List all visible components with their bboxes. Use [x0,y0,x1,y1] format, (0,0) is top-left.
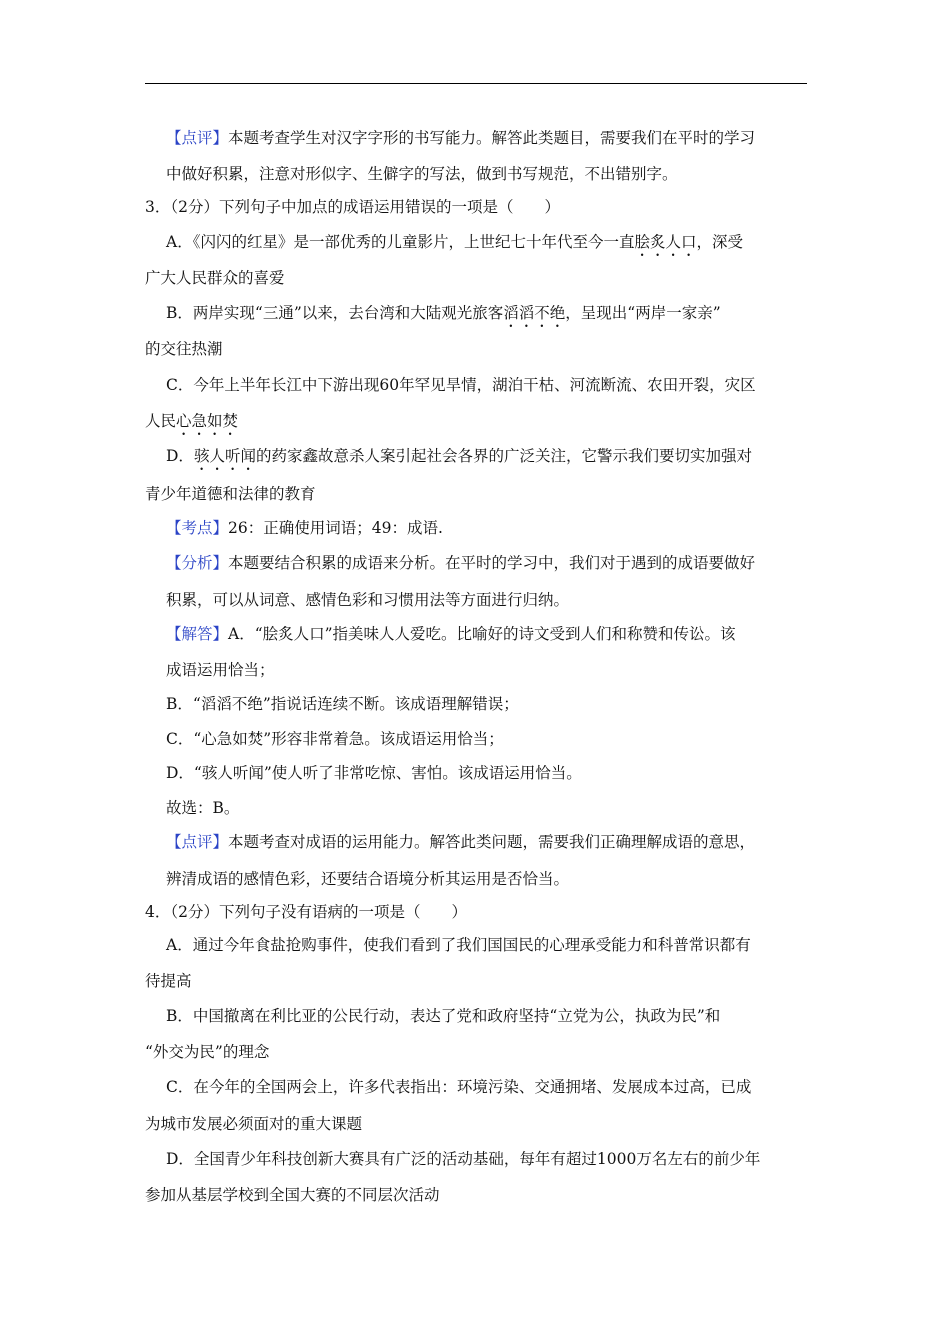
q4-option-c-line2: 为城市发展必须面对的重大课题 [145,1115,363,1133]
q3-option-c-line2: 人民心急如焚 [145,412,239,430]
comment-tag: 【点评】 [166,833,229,851]
emphasized-idiom: 脍炙人口 [634,233,697,251]
emphasized-idiom: 骇人听闻 [193,447,256,465]
q3-option-a: A．《闪闪的红星》是一部优秀的儿童影片，上世纪七十年代至今一直脍炙人口，深受 [166,233,743,251]
kaodian-tag: 【考点】 [166,519,229,537]
q3-option-b: B．两岸实现“三通”以来，去台湾和大陆观光旅客滔滔不绝，呈现出“两岸一家亲” [166,304,721,322]
jieda-tag: 【解答】 [166,625,229,643]
q3-option-b-line2: 的交往热潮 [145,340,223,358]
q4-option-b-line2: “外交为民”的理念 [145,1043,270,1061]
q3-option-c: C．今年上半年长江中下游出现60年罕见旱情，湖泊干枯、河流断流、农田开裂，灾区 [166,376,756,394]
q4-stem: 4．（2分）下列句子没有语病的一项是（ ） [145,903,467,921]
q2-comment-line2: 中做好积累，注意对形似字、生僻字的写法，做到书写规范，不出错别字。 [166,165,678,183]
q4-option-a: A．通过今年食盐抢购事件，使我们看到了我们国国民的心理承受能力和科普常识都有 [166,936,751,954]
header-rule [145,83,807,84]
q3-answer: 故选：B。 [166,799,240,817]
emphasized-idiom: 心急如焚 [176,412,239,430]
emphasized-idiom: 滔滔不绝 [503,304,566,322]
q3-jieda-b: B．“滔滔不绝”指说话连续不断。该成语理解错误； [166,695,519,713]
q3-option-d-line2: 青少年道德和法律的教育 [145,485,316,503]
q4-option-d: D．全国青少年科技创新大赛具有广泛的活动基础，每年有超过1000万名左右的前少年 [166,1150,761,1168]
q3-fenxi-line1: 【分析】本题要结合积累的成语来分析。在平时的学习中，我们对于遇到的成语要做好 [166,554,756,572]
q3-comment-line1: 【点评】本题考查对成语的运用能力。解答此类问题，需要我们正确理解成语的意思， [166,833,756,851]
q4-option-b: B．中国撤离在利比亚的公民行动，表达了党和政府坚持“立党为公，执政为民”和 [166,1007,721,1025]
q3-option-d: D．骇人听闻的药家鑫故意杀人案引起社会各界的广泛关注，它警示我们要切实加强对 [166,447,752,465]
q3-option-a-line2: 广大人民群众的喜爱 [145,269,285,287]
comment-tag: 【点评】 [166,129,229,147]
fenxi-tag: 【分析】 [166,554,229,572]
q2-comment-line1: 【点评】本题考查学生对汉字字形的书写能力。解答此类题目，需要我们在平时的学习 [166,129,756,147]
q3-jieda-line1: 【解答】A．“脍炙人口”指美味人人爱吃。比喻好的诗文受到人们和称赞和传讼。该 [166,625,736,643]
q3-stem: 3．（2分）下列句子中加点的成语运用错误的一项是（ ） [145,198,560,216]
q4-option-d-line2: 参加从基层学校到全国大赛的不同层次活动 [145,1186,440,1204]
q4-option-a-line2: 待提高 [145,972,192,990]
q3-fenxi-line2: 积累，可以从词意、感情色彩和习惯用法等方面进行归纳。 [166,591,570,609]
q3-jieda-d: D．“骇人听闻”使人听了非常吃惊、害怕。该成语运用恰当。 [166,764,582,782]
q3-kaodian: 【考点】26：正确使用词语；49：成语. [166,519,443,537]
q3-jieda-line2: 成语运用恰当； [166,661,275,679]
q3-comment-line2: 辨清成语的感情色彩，还要结合语境分析其运用是否恰当。 [166,870,570,888]
q3-jieda-c: C．“心急如焚”形容非常着急。该成语运用恰当； [166,730,504,748]
q4-option-c: C．在今年的全国两会上，许多代表指出：环境污染、交通拥堵、发展成本过高，已成 [166,1078,752,1096]
